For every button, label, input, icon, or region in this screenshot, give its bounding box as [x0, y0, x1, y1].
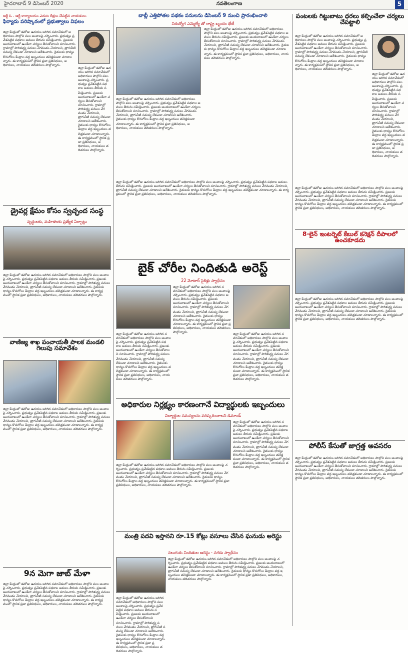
- col2-top-sub: నిరుద్యోగ ఎమ్మెల్యే తో రాష్ట్ర బృందం భేటీ: [171, 21, 235, 26]
- col2-story3-body: జిల్లా కేంద్రంలో ఈరోజు ఉదయం జరిగిన సమావేశంలో అధికారులు పాల్గొని పలు అంశాలపై చర్చించారు. ప్రభుత్వం ప్రవేశపెట్టిన పథకాల అమలు తీరును సమీక్షించారు. ప్రజలకు అందుబాటులో ఉండేలా చర్యలు తీసుకోవాలని సూచించారు. గ్రామాల్లో పారిశుద్ధ్య పనులు వేగవంతం చేయాలని, త్రాగునీటి సమస్య లేకుండా చూడాలని ఆదేశించారు. రైతులకు ధాన్యం కొనుగోలు కేంద్రాల వద్ద ఇబ్బందులు తలెత్తకుండా చూడాలన్నారు. ఈ కార్యక్రమంలో స్థానిక ప్రజా ప్రతినిధులు, అధికారులు, నాయకులు తదితరులు పాల్గొన్నారు.: [168, 557, 285, 582]
- col3-story1-body: జిల్లా కేంద్రంలో ఈరోజు ఉదయం జరిగిన సమావేశంలో అధికారులు పాల్గొని పలు అంశాలపై చర్చించారు. ప్రభుత్వం ప్రవేశపెట్టిన పథకాల అమలు తీరును సమీక్షించారు. ప్రజలకు అందుబాటులో ఉండేలా చర్యలు తీసుకోవాలని సూచించారు. గ్రామాల్లో పారిశుద్ధ్య పనులు వేగవంతం చేయాలని, త్రాగునీటి సమస్య లేకుండా చూడాలని ఆదేశించారు. రైతులకు ధాన్యం కొనుగోలు కేంద్రాల వద్ద ఇబ్బందులు తలెత్తకుండా చూడాలన్నారు. ఈ కార్యక్రమంలో స్థానిక ప్రజా ప్రతినిధులు, అధికారులు, నాయకులు తదితరులు పాల్గొన్నారు.: [295, 297, 404, 322]
- col1-story2-body: జిల్లా కేంద్రంలో ఈరోజు ఉదయం జరిగిన సమావేశంలో అధికారులు పాల్గొని పలు అంశాలపై చర్చించారు. ప్రభుత్వం ప్రవేశపెట్టిన పథకాల అమలు తీరును సమీక్షించారు. ప్రజలకు అందుబాటులో ఉండేలా చర్యలు తీసుకోవాలని సూచించారు. గ్రామాల్లో పారిశుద్ధ్య పనులు వేగవంతం చేయాలని, త్రాగునీటి సమస్య లేకుండా చూడాలని ఆదేశించారు. రైతులకు ధాన్యం కొనుగోలు కేంద్రాల వద్ద ఇబ్బందులు తలెత్తకుండా చూడాలన్నారు. ఈ కార్యక్రమంలో స్థానిక ప్రజా ప్రతినిధులు, అధికారులు, నాయకులు తదితరులు పాల్గొన్నారు.: [3, 407, 111, 432]
- col2-top-headline: బాబ్లీ ఎత్తిపోతల పథకం పనులను డిసెంబర్ 9 నుంచి ప్రారంభించాలి: [138, 13, 268, 19]
- issue-date: హైదరాబాద్ 9 డిసెంబర్ 2020: [4, 1, 64, 7]
- police-photo: [233, 285, 290, 329]
- col1-top-kicker: ఆర్టీ ఓ - ఆర్టీ కార్యాలయం ఎదుట దీక్షలు చేపట్టిన నాయకులు: [3, 14, 87, 18]
- col2-top-body: జిల్లా కేంద్రంలో ఈరోజు ఉదయం జరిగిన సమావేశంలో అధికారులు పాల్గొని పలు అంశాలపై చర్చించారు. ప్రభుత్వం ప్రవేశపెట్టిన పథకాల అమలు తీరును సమీక్షించారు. ప్రజలకు అందుబాటులో ఉండేలా చర్యలు తీసుకోవాలని సూచించారు. గ్రామాల్లో పారిశుద్ధ్య పనులు వేగవంతం చేయాలని, త్రాగునీటి సమస్య లేకుండా చూడాలని ఆదేశించారు. రైతులకు ధాన్యం కొనుగోలు కేంద్రాల వద్ద ఇబ్బందులు తలెత్తకుండా చూడాలన్నారు. ఈ కార్యక్రమంలో స్థానిక ప్రజా ప్రతినిధులు, అధికారులు, నాయకులు తదితరులు పాల్గొన్నారు.: [116, 97, 201, 130]
- portrait-photo: [78, 30, 110, 64]
- masthead: [0, 0, 408, 10]
- col2-story2-sub: విద్యార్థుల సమస్యలను పరిష్కరించాలని డిమాండ్: [165, 413, 241, 418]
- column-divider: [113, 14, 114, 626]
- story1-photo: [3, 226, 111, 270]
- col2-story3-headline: మంత్రి పదవి ఇస్తానని రూ.15 కోట్లు వసూలు చేసిన ఘనుడు అరెస్టు: [124, 533, 282, 540]
- col1-story1-sub: వృద్ధులకు, మహిళలకు ప్రత్యేక ఏర్పాట్లు: [27, 219, 87, 224]
- column-divider: [292, 14, 293, 626]
- paper-name: నవతెలంగాణ: [216, 1, 243, 7]
- section-rule: [3, 337, 111, 338]
- col3-top-body: జిల్లా కేంద్రంలో ఈరోజు ఉదయం జరిగిన సమావేశంలో అధికారులు పాల్గొని పలు అంశాలపై చర్చించారు. ప్రభుత్వం ప్రవేశపెట్టిన పథకాల అమలు తీరును సమీక్షించారు. ప్రజలకు అందుబాటులో ఉండేలా చర్యలు తీసుకోవాలని సూచించారు. గ్రామాల్లో పారిశుద్ధ్య పనులు వేగవంతం చేయాలని, త్రాగునీటి సమస్య లేకుండా చూడాలని ఆదేశించారు. రైతులకు ధాన్యం కొనుగోలు కేంద్రాల వద్ద ఇబ్బందులు తలెత్తకుండా చూడాలన్నారు. ఈ కార్యక్రమంలో స్థానిక ప్రజా ప్రతినిధులు, అధికారులు, నాయకులు తదితరులు పాల్గొన్నారు.: [295, 34, 368, 71]
- col3-top-body-3: జిల్లా కేంద్రంలో ఈరోజు ఉదయం జరిగిన సమావేశంలో అధికారులు పాల్గొని పలు అంశాలపై చర్చించారు. ప్రభుత్వం ప్రవేశపెట్టిన పథకాల అమలు తీరును సమీక్షించారు. ప్రజలకు అందుబాటులో ఉండేలా చర్యలు తీసుకోవాలని సూచించారు. గ్రామాల్లో పారిశుద్ధ్య పనులు వేగవంతం చేయాలని, త్రాగునీటి సమస్య లేకుండా చూడాలని ఆదేశించారు. రైతులకు ధాన్యం కొనుగోలు కేంద్రాల వద్ద ఇబ్బందులు తలెత్తకుండా చూడాలన్నారు. ఈ కార్యక్రమంలో స్థానిక ప్రజా ప్రతినిధులు, అధికారులు, నాయకులు తదితరులు పాల్గొన్నారు.: [295, 186, 404, 211]
- col3-top-body-2: జిల్లా కేంద్రంలో ఈరోజు ఉదయం జరిగిన సమావేశంలో అధికారులు పాల్గొని పలు అంశాలపై చర్చించారు. ప్రభుత్వం ప్రవేశపెట్టిన పథకాల అమలు తీరును సమీక్షించారు. ప్రజలకు అందుబాటులో ఉండేలా చర్యలు తీసుకోవాలని సూచించారు. గ్రామాల్లో పారిశుద్ధ్య పనులు వేగవంతం చేయాలని, త్రాగునీటి సమస్య లేకుండా చూడాలని ఆదేశించారు. రైతులకు ధాన్యం కొనుగోలు కేంద్రాల వద్ద ఇబ్బందులు తలెత్తకుండా చూడాలన్నారు. ఈ కార్యక్రమంలో స్థానిక ప్రజా ప్రతినిధులు, అధికారులు, నాయకులు తదితరులు పాల్గొన్నారు.: [372, 72, 405, 158]
- col1-story3-headline: 9న మెగా జాబ్ మేళా: [23, 569, 91, 578]
- section-rule: [295, 440, 405, 441]
- col2-main-body-3: జిల్లా కేంద్రంలో ఈరోజు ఉదయం జరిగిన సమావేశంలో అధికారులు పాల్గొని పలు అంశాలపై చర్చించారు. ప్రభుత్వం ప్రవేశపెట్టిన పథకాల అమలు తీరును సమీక్షించారు. ప్రజలకు అందుబాటులో ఉండేలా చర్యలు తీసుకోవాలని సూచించారు. గ్రామాల్లో పారిశుద్ధ్య పనులు వేగవంతం చేయాలని, త్రాగునీటి సమస్య లేకుండా చూడాలని ఆదేశించారు. రైతులకు ధాన్యం కొనుగోలు కేంద్రాల వద్ద ఇబ్బందులు తలెత్తకుండా చూడాలన్నారు. ఈ కార్యక్రమంలో స్థానిక ప్రజా ప్రతినిధులు, అధికారులు, నాయకులు తదితరులు పాల్గొన్నారు.: [233, 332, 290, 382]
- col2-main-sub: 22 మోటార్ సైకిళ్లు స్వాధీనం: [181, 278, 225, 283]
- students-photo-2: [173, 420, 231, 460]
- section-rule: [116, 398, 290, 399]
- meeting-photo: [116, 27, 201, 95]
- story2-photo: [3, 360, 57, 404]
- section-rule: [116, 259, 290, 260]
- col1-top-body: జిల్లా కేంద్రంలో ఈరోజు ఉదయం జరిగిన సమావేశంలో అధికారులు పాల్గొని పలు అంశాలపై చర్చించారు. ప్రభుత్వం ప్రవేశపెట్టిన పథకాల అమలు తీరును సమీక్షించారు. ప్రజలకు అందుబాటులో ఉండేలా చర్యలు తీసుకోవాలని సూచించారు. గ్రామాల్లో పారిశుద్ధ్య పనులు వేగవంతం చేయాలని, త్రాగునీటి సమస్య లేకుండా చూడాలని ఆదేశించారు. రైతులకు ధాన్యం కొనుగోలు కేంద్రాల వద్ద ఇబ్బందులు తలెత్తకుండా చూడాలన్నారు. ఈ కార్యక్రమంలో స్థానిక ప్రజా ప్రతినిధులు, అధికారులు, నాయకులు తదితరులు పాల్గొన్నారు.: [3, 30, 76, 67]
- accused-photo: [116, 557, 166, 593]
- col3-story1-headline: 8-లైన్ ఇంటర్నెట్ కేబుల్ కనెక్షన్ దీపాలలో ఉంచకూడదు: [302, 231, 398, 245]
- story2-photo-2: [58, 360, 111, 404]
- col2-story3-body-2: జిల్లా కేంద్రంలో ఈరోజు ఉదయం జరిగిన సమావేశంలో అధికారులు పాల్గొని పలు అంశాలపై చర్చించారు. ప్రభుత్వం ప్రవేశపెట్టిన పథకాల అమలు తీరును సమీక్షించారు. ప్రజలకు అందుబాటులో ఉండేలా చర్యలు తీసుకోవాలని సూచించారు. గ్రామాల్లో పారిశుద్ధ్య పనులు వేగవంతం చేయాలని, త్రాగునీటి సమస్య లేకుండా చూడాలని ఆదేశించారు. రైతులకు ధాన్యం కొనుగోలు కేంద్రాల వద్ద ఇబ్బందులు తలెత్తకుండా చూడాలన్నారు. ఈ కార్యక్రమంలో స్థానిక ప్రజా ప్రతినిధులు, అధికారులు, నాయకులు తదితరులు పాల్గొన్నారు.: [116, 596, 166, 653]
- col1-story3-body: జిల్లా కేంద్రంలో ఈరోజు ఉదయం జరిగిన సమావేశంలో అధికారులు పాల్గొని పలు అంశాలపై చర్చించారు. ప్రభుత్వం ప్రవేశపెట్టిన పథకాల అమలు తీరును సమీక్షించారు. ప్రజలకు అందుబాటులో ఉండేలా చర్యలు తీసుకోవాలని సూచించారు. గ్రామాల్లో పారిశుద్ధ్య పనులు వేగవంతం చేయాలని, త్రాగునీటి సమస్య లేకుండా చూడాలని ఆదేశించారు. రైతులకు ధాన్యం కొనుగోలు కేంద్రాల వద్ద ఇబ్బందులు తలెత్తకుండా చూడాలన్నారు. ఈ కార్యక్రమంలో స్థానిక ప్రజా ప్రతినిధులు, అధికారులు, నాయకులు తదితరులు పాల్గొన్నారు.: [3, 582, 111, 607]
- col1-story1-body: జిల్లా కేంద్రంలో ఈరోజు ఉదయం జరిగిన సమావేశంలో అధికారులు పాల్గొని పలు అంశాలపై చర్చించారు. ప్రభుత్వం ప్రవేశపెట్టిన పథకాల అమలు తీరును సమీక్షించారు. ప్రజలకు అందుబాటులో ఉండేలా చర్యలు తీసుకోవాలని సూచించారు. గ్రామాల్లో పారిశుద్ధ్య పనులు వేగవంతం చేయాలని, త్రాగునీటి సమస్య లేకుండా చూడాలని ఆదేశించారు. రైతులకు ధాన్యం కొనుగోలు కేంద్రాల వద్ద ఇబ్బందులు తలెత్తకుండా చూడాలన్నారు. ఈ కార్యక్రమంలో స్థానిక ప్రజా ప్రతినిధులు, అధికారులు, నాయకులు తదితరులు పాల్గొన్నారు.: [3, 273, 111, 298]
- col2-story2-body: జిల్లా కేంద్రంలో ఈరోజు ఉదయం జరిగిన సమావేశంలో అధికారులు పాల్గొని పలు అంశాలపై చర్చించారు. ప్రభుత్వం ప్రవేశపెట్టిన పథకాల అమలు తీరును సమీక్షించారు. ప్రజలకు అందుబాటులో ఉండేలా చర్యలు తీసుకోవాలని సూచించారు. గ్రామాల్లో పారిశుద్ధ్య పనులు వేగవంతం చేయాలని, త్రాగునీటి సమస్య లేకుండా చూడాలని ఆదేశించారు. రైతులకు ధాన్యం కొనుగోలు కేంద్రాల వద్ద ఇబ్బందులు తలెత్తకుండా చూడాలన్నారు. ఈ కార్యక్రమంలో స్థానిక ప్రజా ప్రతినిధులు, అధికారులు, నాయకులు తదితరులు పాల్గొన్నారు.: [233, 420, 290, 470]
- col3-top-headline: పంటలకు గిట్టుబాటు ధరలు కల్పించేలా చర్యలు చేపట్టాలి: [295, 13, 405, 27]
- section-rule: [116, 531, 290, 532]
- col2-story2-body-2: జిల్లా కేంద్రంలో ఈరోజు ఉదయం జరిగిన సమావేశంలో అధికారులు పాల్గొని పలు అంశాలపై చర్చించారు. ప్రభుత్వం ప్రవేశపెట్టిన పథకాల అమలు తీరును సమీక్షించారు. ప్రజలకు అందుబాటులో ఉండేలా చర్యలు తీసుకోవాలని సూచించారు. గ్రామాల్లో పారిశుద్ధ్య పనులు వేగవంతం చేయాలని, త్రాగునీటి సమస్య లేకుండా చూడాలని ఆదేశించారు. రైతులకు ధాన్యం కొనుగోలు కేంద్రాల వద్ద ఇబ్బందులు తలెత్తకుండా చూడాలన్నారు. ఈ కార్యక్రమంలో స్థానిక ప్రజా ప్రతినిధులు, అధికారులు, నాయకులు తదితరులు పాల్గొన్నారు.: [116, 463, 230, 488]
- col2-main-headline: బైక్ చోరీల నిందితుడి అరెస్ట్: [138, 261, 268, 275]
- col2-main-body-2: జిల్లా కేంద్రంలో ఈరోజు ఉదయం జరిగిన సమావేశంలో అధికారులు పాల్గొని పలు అంశాలపై చర్చించారు. ప్రభుత్వం ప్రవేశపెట్టిన పథకాల అమలు తీరును సమీక్షించారు. ప్రజలకు అందుబాటులో ఉండేలా చర్యలు తీసుకోవాలని సూచించారు. గ్రామాల్లో పారిశుద్ధ్య పనులు వేగవంతం చేయాలని, త్రాగునీటి సమస్య లేకుండా చూడాలని ఆదేశించారు. రైతులకు ధాన్యం కొనుగోలు కేంద్రాల వద్ద ఇబ్బందులు తలెత్తకుండా చూడాలన్నారు. ఈ కార్యక్రమంలో స్థానిక ప్రజా ప్రతినిధులు, అధికారులు, నాయకులు తదితరులు పాల్గొన్నారు.: [116, 332, 171, 382]
- section-rule: [3, 567, 111, 568]
- col1-top-body-2: జిల్లా కేంద్రంలో ఈరోజు ఉదయం జరిగిన సమావేశంలో అధికారులు పాల్గొని పలు అంశాలపై చర్చించారు. ప్రభుత్వం ప్రవేశపెట్టిన పథకాల అమలు తీరును సమీక్షించారు. ప్రజలకు అందుబాటులో ఉండేలా చర్యలు తీసుకోవాలని సూచించారు. గ్రామాల్లో పారిశుద్ధ్య పనులు వేగవంతం చేయాలని, త్రాగునీటి సమస్య లేకుండా చూడాలని ఆదేశించారు. రైతులకు ధాన్యం కొనుగోలు కేంద్రాల వద్ద ఇబ్బందులు తలెత్తకుండా చూడాలన్నారు. ఈ కార్యక్రమంలో స్థానిక ప్రజా ప్రతినిధులు, అధికారులు, నాయకులు తదితరులు పాల్గొన్నారు.: [78, 66, 111, 152]
- col3-portrait-photo: [372, 34, 405, 70]
- page-number-badge: 5: [395, 0, 404, 9]
- section-rule: [295, 229, 405, 230]
- col2-story3-sub: నలుగురు నిందితుల అరెస్టు - నగదు స్వాధీనం: [167, 550, 239, 555]
- seized-bikes-photo: [116, 285, 171, 329]
- col2-story2-headline: అధికారుల నిర్లక్ష్యం కారణంగానే విద్యార్థులకు ఇబ్బందులు: [121, 400, 285, 409]
- col2-top-body-3: జిల్లా కేంద్రంలో ఈరోజు ఉదయం జరిగిన సమావేశంలో అధికారులు పాల్గొని పలు అంశాలపై చర్చించారు. ప్రభుత్వం ప్రవేశపెట్టిన పథకాల అమలు తీరును సమీక్షించారు. ప్రజలకు అందుబాటులో ఉండేలా చర్యలు తీసుకోవాలని సూచించారు. గ్రామాల్లో పారిశుద్ధ్య పనులు వేగవంతం చేయాలని, త్రాగునీటి సమస్య లేకుండా చూడాలని ఆదేశించారు. రైతులకు ధాన్యం కొనుగోలు కేంద్రాల వద్ద ఇబ్బందులు తలెత్తకుండా చూడాలన్నారు. ఈ కార్యక్రమంలో స్థానిక ప్రజా ప్రతినిధులు, అధికారులు, నాయకులు తదితరులు పాల్గొన్నారు.: [116, 180, 289, 197]
- section-rule: [3, 205, 111, 206]
- col1-story2-headline: వాణిజ్య శాఖ పంచాయతీ పాలక మండలి గెలుపు సమావేశం: [9, 339, 105, 353]
- col2-top-body-2: జిల్లా కేంద్రంలో ఈరోజు ఉదయం జరిగిన సమావేశంలో అధికారులు పాల్గొని పలు అంశాలపై చర్చించారు. ప్రభుత్వం ప్రవేశపెట్టిన పథకాల అమలు తీరును సమీక్షించారు. ప్రజలకు అందుబాటులో ఉండేలా చర్యలు తీసుకోవాలని సూచించారు. గ్రామాల్లో పారిశుద్ధ్య పనులు వేగవంతం చేయాలని, త్రాగునీటి సమస్య లేకుండా చూడాలని ఆదేశించారు. రైతులకు ధాన్యం కొనుగోలు కేంద్రాల వద్ద ఇబ్బందులు తలెత్తకుండా చూడాలన్నారు. ఈ కార్యక్రమంలో స్థానిక ప్రజా ప్రతినిధులు, అధికారులు, నాయకులు తదితరులు పాల్గొన్నారు.: [204, 27, 290, 60]
- col3-story1-photo: [295, 248, 405, 294]
- col2-main-body: జిల్లా కేంద్రంలో ఈరోజు ఉదయం జరిగిన సమావేశంలో అధికారులు పాల్గొని పలు అంశాలపై చర్చించారు. ప్రభుత్వం ప్రవేశపెట్టిన పథకాల అమలు తీరును సమీక్షించారు. ప్రజలకు అందుబాటులో ఉండేలా చర్యలు తీసుకోవాలని సూచించారు. గ్రామాల్లో పారిశుద్ధ్య పనులు వేగవంతం చేయాలని, త్రాగునీటి సమస్య లేకుండా చూడాలని ఆదేశించారు. రైతులకు ధాన్యం కొనుగోలు కేంద్రాల వద్ద ఇబ్బందులు తలెత్తకుండా చూడాలన్నారు. ఈ కార్యక్రమంలో స్థానిక ప్రజా ప్రతినిధులు, అధికారులు, నాయకులు తదితరులు పాల్గొన్నారు.: [173, 285, 231, 335]
- col1-story1-headline: డ్రైవర్ల క్షేమం కోసం స్వచ్ఛంద సంస్థ: [10, 207, 104, 215]
- col3-story2-headline: పోలీస్ కేసుతో జాగ్రత్త అవసరం: [308, 442, 392, 450]
- students-photo: [116, 420, 171, 460]
- col1-top-headline: ఫిర్యాదు పరిష్కారంలో ప్రభుత్వాలు విఫలం: [3, 19, 84, 25]
- col3-story2-body: జిల్లా కేంద్రంలో ఈరోజు ఉదయం జరిగిన సమావేశంలో అధికారులు పాల్గొని పలు అంశాలపై చర్చించారు. ప్రభుత్వం ప్రవేశపెట్టిన పథకాల అమలు తీరును సమీక్షించారు. ప్రజలకు అందుబాటులో ఉండేలా చర్యలు తీసుకోవాలని సూచించారు. గ్రామాల్లో పారిశుద్ధ్య పనులు వేగవంతం చేయాలని, త్రాగునీటి సమస్య లేకుండా చూడాలని ఆదేశించారు. రైతులకు ధాన్యం కొనుగోలు కేంద్రాల వద్ద ఇబ్బందులు తలెత్తకుండా చూడాలన్నారు. ఈ కార్యక్రమంలో స్థానిక ప్రజా ప్రతినిధులు, అధికారులు, నాయకులు తదితరులు పాల్గొన్నారు.: [295, 456, 404, 481]
